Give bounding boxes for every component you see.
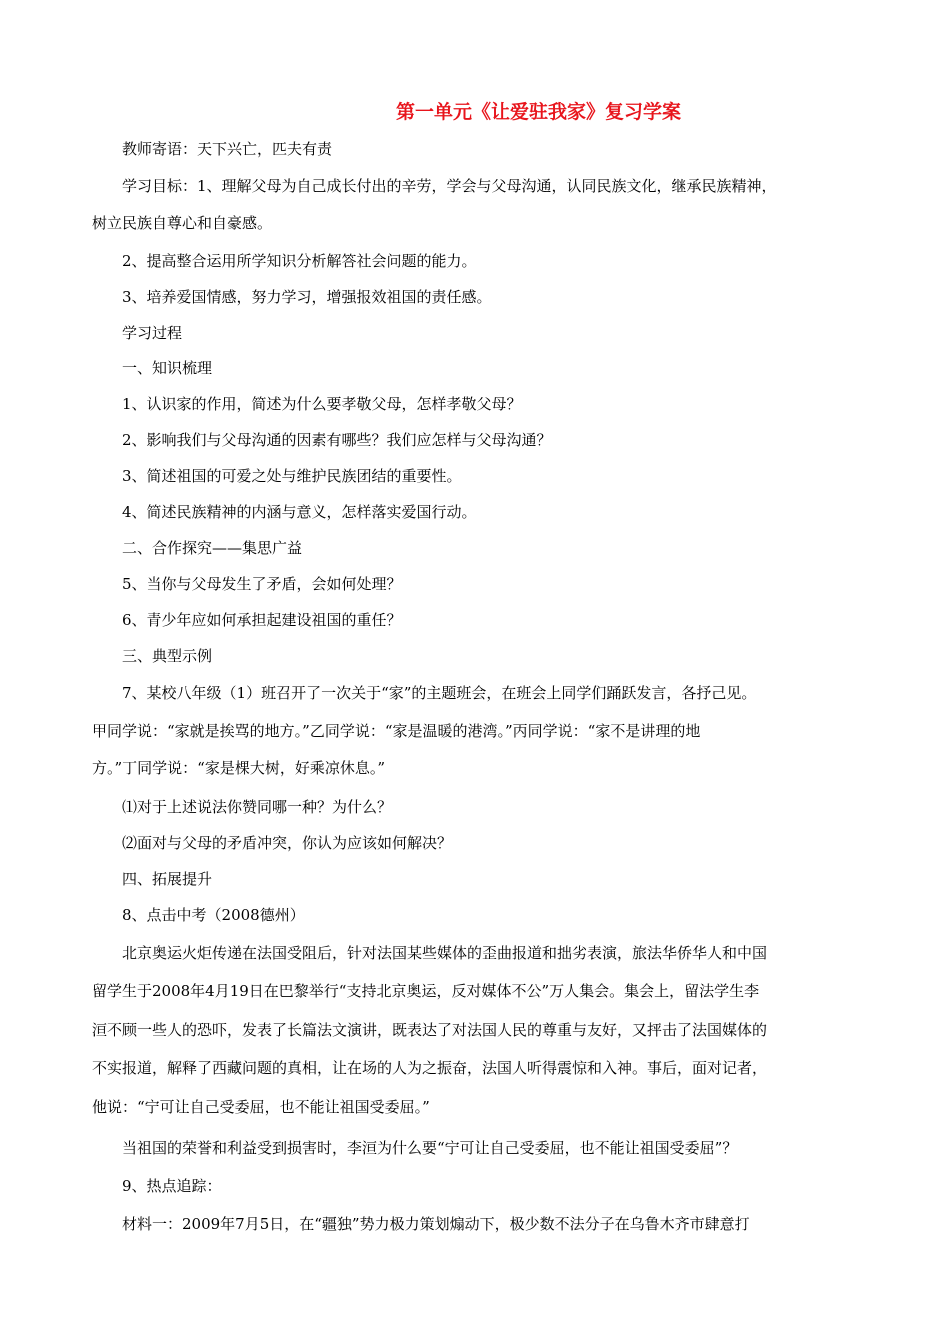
section-heading: 学习过程 [122,324,183,342]
teacher-message: 教师寄语：天下兴亡，匹夫有责 [122,140,333,158]
sub-question: ⑴对于上述说法你赞同哪一种？为什么？ [122,798,393,816]
question-item: 3、简述祖国的可爱之处与维护民族团结的重要性。 [122,467,462,485]
learning-goal-1: 学习目标：1、理解父母为自己成长付出的辛劳，学会与父母沟通，认同民族文化，继承民族精神， [122,177,777,195]
paragraph-line: 甲同学说：“家就是挨骂的地方。”乙同学说：“家是温暖的港湾。”丙同学说：“家不是讲理的地 [92,722,701,740]
section-heading: 二、合作探究——集思广益 [122,539,303,557]
document-title: 第一单元《让爱驻我家》复习学案 [395,101,681,123]
learning-goal-3: 3、培养爱国情感，努力学习，增强报效祖国的责任感。 [122,288,492,306]
question-item: 1、认识家的作用，简述为什么要孝敬父母，怎样孝敬父母？ [122,395,522,413]
sub-question: ⑵面对与父母的矛盾冲突，你认为应该如何解决？ [122,834,453,852]
question-item: 9、热点追踪： [122,1177,222,1195]
paragraph-line: 他说：“宁可让自己受委屈，也不能让祖国受委屈。” [92,1098,430,1116]
paragraph-line: 北京奥运火炬传递在法国受阻后，针对法国某些媒体的歪曲报道和拙劣表演，旅法华侨华人和中国 [122,944,768,962]
section-heading: 四、拓展提升 [122,870,213,888]
question-item: 8、点击中考（2008德州） [122,906,305,924]
question-item: 当祖国的荣誉和利益受到损害时，李洹为什么要“宁可让自己受委屈，也不能让祖国受委屈”？ [122,1139,738,1157]
section-heading: 一、知识梳理 [122,359,213,377]
question-item: 5、当你与父母发生了矛盾，会如何处理？ [122,575,402,593]
learning-goal-2: 2、提高整合运用所学知识分析解答社会问题的能力。 [122,252,477,270]
paragraph-line: 留学生于2008年4月19日在巴黎举行“支持北京奥运，反对媒体不公”万人集会。集会上，留法学生李 [92,982,760,1000]
learning-goal-1-cont: 树立民族自尊心和自豪感。 [92,214,273,232]
paragraph-line: 材料一：2009年7月5日，在“疆独”势力极力策划煽动下，极少数不法分子在乌鲁木齐市肆意打 [122,1215,750,1233]
paragraph-line: 洹不顾一些人的恐吓，发表了长篇法文演讲，既表达了对法国人民的尊重与友好，又抨击了法国媒体的 [92,1021,768,1039]
section-heading: 三、典型示例 [122,647,213,665]
question-item: 4、简述民族精神的内涵与意义，怎样落实爱国行动。 [122,503,477,521]
paragraph-line: 不实报道，解释了西藏问题的真相，让在场的人为之振奋，法国人听得震惊和入神。事后，面对记者， [92,1059,768,1077]
question-item: 2、影响我们与父母沟通的因素有哪些？我们应怎样与父母沟通？ [122,431,552,449]
question-item: 6、青少年应如何承担起建设祖国的重任？ [122,611,402,629]
paragraph-line: 方。”丁同学说：“家是棵大树，好乘凉休息。” [92,759,386,777]
question-item: 7、某校八年级（1）班召开了一次关于“家”的主题班会，在班会上同学们踊跃发言，各抒己见。 [122,684,757,702]
